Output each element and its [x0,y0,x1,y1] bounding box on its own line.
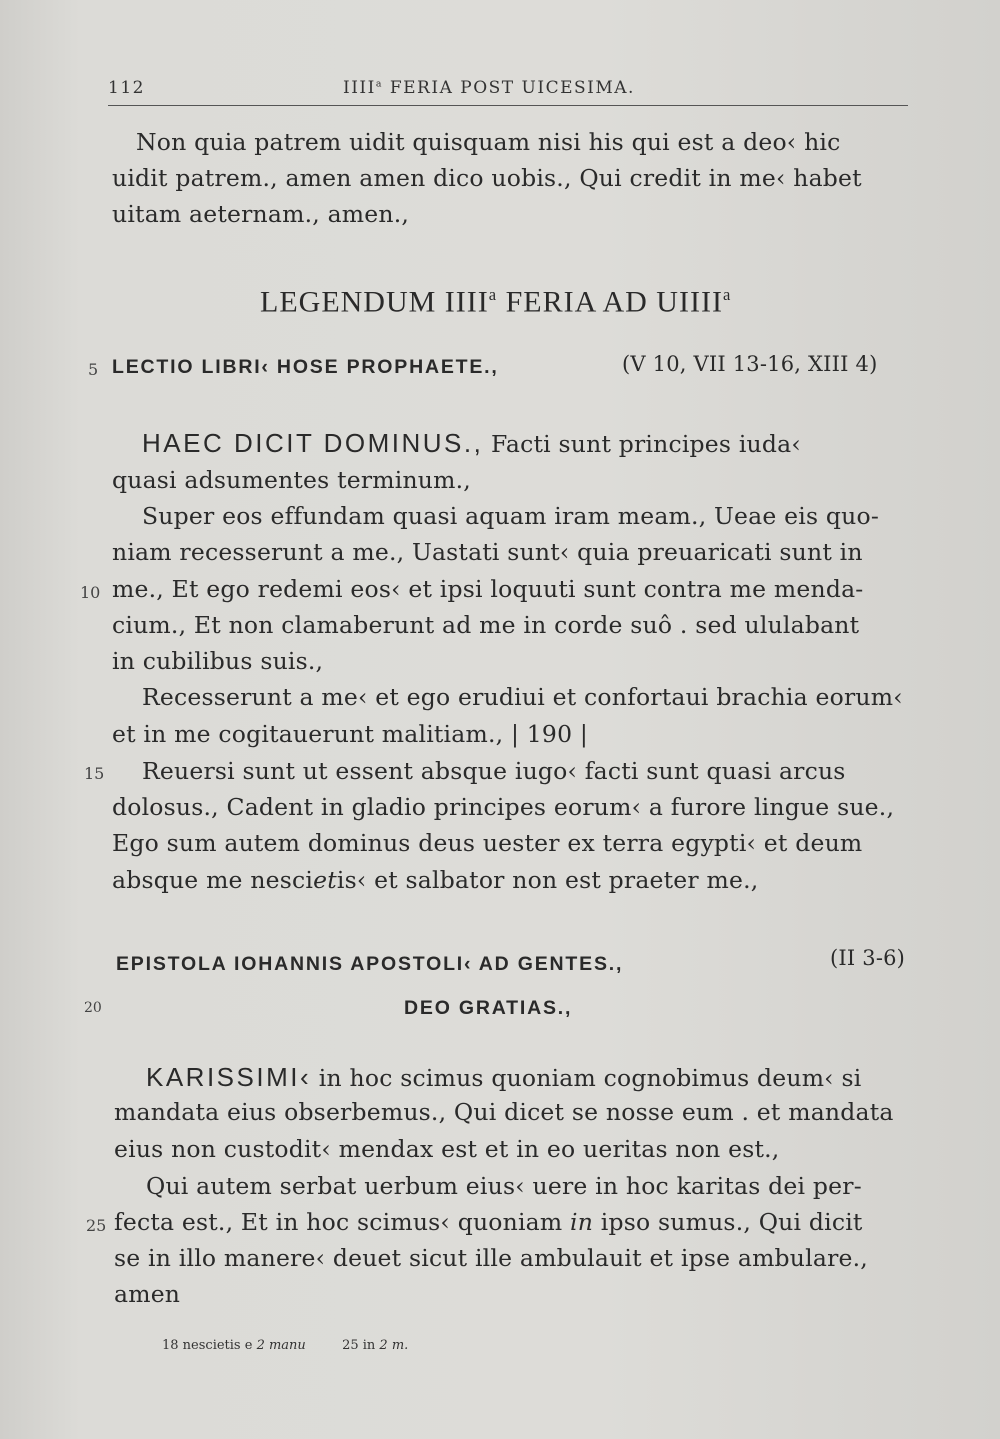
text-line: uitam aeternam., amen., [112,200,410,228]
footnote: 25 in 2 m. [342,1338,409,1353]
line-number: 15 [84,764,105,783]
page-number: 112 [108,78,145,98]
line-number: 10 [80,583,101,602]
lectio-reference: (V 10, VII 13-16, XIII 4) [622,352,878,376]
line-number: 25 [86,1216,107,1235]
line-number: 5 [88,360,99,379]
text-line: eius non custodit‹ mendax est et in eo ueritas non est., [114,1135,780,1163]
text-line: uidit patrem., amen amen dico uobis., Qui credit in me‹ habet [112,164,862,192]
epistola-subtitle: DEO GRATIAS., [404,997,573,1019]
footnote: 18 nescietis e 2 manu [162,1338,306,1353]
text-line: fecta est., Et in hoc scimus‹ quoniam in ipso sumus., Qui dicit [114,1208,863,1236]
text-line: cium., Et non clamaberunt ad me in corde suô . sed ululabant [112,611,860,639]
text-line: Ego sum autem dominus deus uester ex terra egypti‹ et deum [112,829,863,857]
running-title: IIII$^a$ FERIA POST UICESIMA. [343,78,635,98]
text-line: niam recesserunt a me., Uastati sunt‹ quia preuaricati sunt in [112,538,863,566]
text-line: se in illo manere‹ deuet sicut ille ambulauit et ipse ambulare., [114,1244,868,1272]
text-line: Non quia patrem uidit quisquam nisi his qui est a deo‹ hic [136,128,841,156]
text-line: KARISSIMI‹ in hoc scimus quoniam cognobimus deum‹ si [146,1062,862,1092]
text-line: Qui autem serbat uerbum eius‹ uere in hoc karitas dei per- [146,1172,862,1200]
text-line: Super eos effundam quasi aquam iram meam., Ueae eis quo- [142,502,879,530]
epistola-reference: (II 3-6) [830,946,906,970]
line-number: 20 [84,1000,102,1016]
text-line: mandata eius obserbemus., Qui dicet se nosse eum . et mandata [114,1098,894,1126]
epistola-title: EPISTOLA IOHANNIS APOSTOLI‹ AD GENTES., [116,953,624,975]
text-line: absque me nescietis‹ et salbator non est praeter me., [112,866,759,894]
text-line: amen [114,1280,181,1308]
text-line: et in me cogitauerunt malitiam., | 190 | [112,720,589,748]
text-line: in cubilibus suis., [112,647,324,675]
running-header [108,78,908,104]
section-heading: LEGENDUM IIII$^a$ FERIA AD UIIII$^a$ [260,285,732,319]
lectio-title: LECTIO LIBRI‹ HOSE PROPHAETE., [112,356,499,378]
text-line: Recesserunt a me‹ et ego erudiui et confortaui brachia eorum‹ [142,683,903,711]
footnotes [162,1338,408,1353]
header-rule [108,105,908,106]
text-line: HAEC DICIT DOMINUS., Facti sunt principes iuda‹ [142,428,801,458]
text-line: quasi adsumentes terminum., [112,466,471,494]
text-line: Reuersi sunt ut essent absque iugo‹ facti sunt quasi arcus [142,757,846,785]
text-line: dolosus., Cadent in gladio principes eorum‹ a furore lingue sue., [112,793,895,821]
text-line: me., Et ego redemi eos‹ et ipsi loquuti sunt contra me menda- [112,575,864,603]
